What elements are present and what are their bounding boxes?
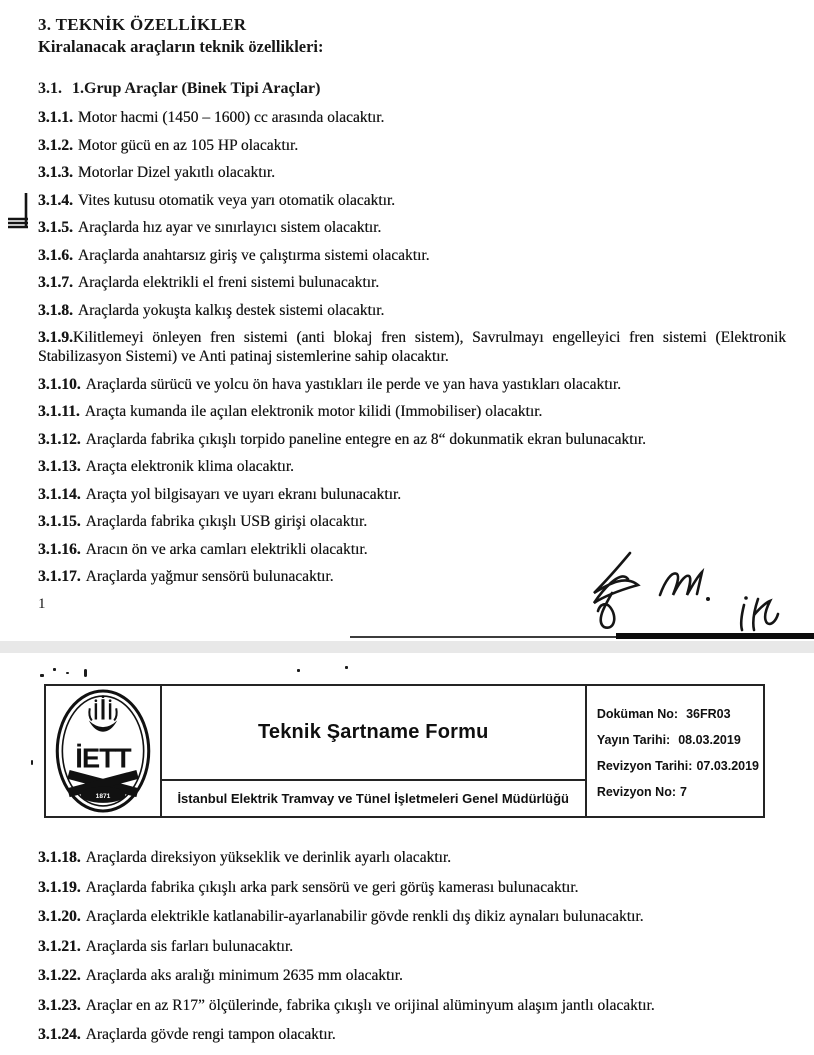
spec-item-number: 3.1.12. <box>38 430 81 448</box>
spec-item-text: Araçlarda anahtarsız giriş ve çalıştırma sistemi olacaktır. <box>77 246 430 264</box>
spec-item <box>38 512 786 531</box>
scan-speck <box>297 669 300 672</box>
revision-no-value: 7 <box>680 785 687 799</box>
form-organization: İstanbul Elektrik Tramvay ve Tünel İşletmeleri Genel Müdürlüğü <box>162 779 585 816</box>
spec-item-number: 3.1.18. <box>38 849 81 866</box>
spec-item-number: 3.1.15. <box>38 513 81 530</box>
spec-item-number: 3.1.6. <box>38 246 73 264</box>
signatures <box>568 545 806 639</box>
spec-item <box>38 163 786 182</box>
spec-item-number: 3.1.20. <box>38 908 81 925</box>
spec-item <box>38 1025 786 1044</box>
spec-item-text: Araçlarda aks aralığı minimum 2635 mm olacaktır. <box>85 967 403 984</box>
logo-cell <box>46 686 162 816</box>
spec-item <box>38 328 786 366</box>
spec-item-text: Vites kutusu otomatik veya yarı otomatik olacaktır. <box>77 191 396 209</box>
spec-item-text: Aracın ön ve arka camları elektrikli olacaktır. <box>85 540 368 558</box>
page-break-line-dark <box>616 633 814 639</box>
spec-item <box>38 191 786 210</box>
revision-date-value: 07.03.2019 <box>696 759 759 773</box>
spec-item-text: Araçlarda elektrikli el freni sistemi bulunacaktır. <box>77 274 380 291</box>
revision-date-field <box>597 753 759 779</box>
logo-acronym: İETT <box>75 742 131 774</box>
page2-body <box>38 848 786 1055</box>
spec-item <box>38 430 786 449</box>
spec-item-number: 3.1.19. <box>38 878 81 896</box>
spec-item-number: 3.1.11. <box>38 403 80 420</box>
spec-item-number: 3.1.4. <box>38 191 73 209</box>
spec-item <box>38 375 786 394</box>
logo-year: 1871 <box>95 792 111 800</box>
page-break-line <box>350 636 620 638</box>
spec-item-text: Araçlarda gövde rengi tampon olacaktır. <box>85 1026 336 1043</box>
scan-speck <box>84 669 87 677</box>
spec-item <box>38 457 786 476</box>
page1-body <box>38 6 786 613</box>
group-heading <box>38 79 786 99</box>
spec-item-text: Araçlarda direksiyon yükseklik ve derinlik ayarlı olacaktır. <box>85 849 452 866</box>
form-header-info <box>585 686 763 816</box>
issue-date-field <box>597 727 759 753</box>
spec-item-text: Araçlarda sürücü ve yolcu ön hava yastıkları ile perde ve yan hava yastıkları olacaktır. <box>85 375 622 393</box>
spec-item-text: Araçta kumanda ile açılan elektronik motor kilidi (Immobiliser) olacaktır. <box>84 403 543 420</box>
group-number: 3.1. <box>38 80 62 97</box>
spec-item <box>38 966 786 985</box>
spec-item-number: 3.1.1. <box>38 109 73 126</box>
spec-item-number: 3.1.8. <box>38 301 73 319</box>
page-number: 1 <box>38 595 46 612</box>
spec-item-number: 3.1.13. <box>38 458 81 475</box>
spec-item-text: Araçlarda sis farları bulunacaktır. <box>85 937 294 955</box>
spec-item-number: 3.1.3. <box>38 164 73 181</box>
doc-no-value: 36FR03 <box>686 707 731 721</box>
spec-item <box>38 485 786 504</box>
issue-date-value: 08.03.2019 <box>678 733 741 747</box>
spec-item <box>38 273 786 292</box>
section-subheading: Kiralanacak araçların teknik özellikleri: <box>38 37 324 56</box>
form-header-table <box>44 684 765 818</box>
revision-no-label: Revizyon No: <box>596 785 676 799</box>
spec-item-text: Araçlarda elektrikle katlanabilir-ayarlanabilir gövde renkli dış dikiz aynaları bulunacaktır. <box>85 908 644 925</box>
spec-item-text: Araçlarda fabrika çıkışlı torpido paneline entegre en az 8“ dokunmatik ekran bulunacaktır. <box>85 430 646 448</box>
scan-speck <box>53 668 56 671</box>
spec-item-text: Araçlarda yokuşta kalkış destek sistemi olacaktır. <box>77 301 385 319</box>
spec-item <box>38 402 786 421</box>
spec-item <box>38 108 786 127</box>
spec-item-number: 3.1.23. <box>38 996 81 1014</box>
revision-no-field <box>597 779 759 805</box>
spec-item-number: 3.1.21. <box>38 937 81 955</box>
spec-item-number: 3.1.22. <box>38 967 81 984</box>
spec-item-number: 3.1.2. <box>38 136 73 154</box>
spec-item-text: Araçta elektronik klima olacaktır. <box>85 458 294 475</box>
spec-item-number: 3.1.7. <box>38 274 73 291</box>
spec-item-number: 3.1.10. <box>38 375 81 393</box>
spec-item-text: Araçlarda fabrika çıkışlı USB girişi olacaktır. <box>85 513 368 530</box>
scan-speck <box>31 760 33 765</box>
scan-speck <box>345 666 348 669</box>
spec-item-number: 3.1.24. <box>38 1026 81 1043</box>
spec-item-text: Araçlarda fabrika çıkışlı arka park sensörü ve geri görüş kamerası bulunacaktır. <box>85 878 579 896</box>
spec-item-number: 3.1.17. <box>38 568 81 585</box>
form-title: Teknik Şartname Formu <box>257 721 489 743</box>
scan-artifact <box>0 190 34 234</box>
doc-no-field <box>597 701 759 727</box>
revision-date-label: Revizyon Tarihi: <box>596 759 693 773</box>
spec-item-number: 3.1.5. <box>38 219 73 236</box>
spec-item-text: Araçlar en az R17” ölçülerinde, fabrika çıkışlı ve orijinal alüminyum alaşım jantlı olacaktır. <box>85 996 655 1014</box>
scan-speck <box>66 672 69 674</box>
group-title: 1.Grup Araçlar (Binek Tipi Araçlar) <box>72 80 321 97</box>
spec-item-text: Motorlar Dizel yakıtlı olacaktır. <box>77 164 276 181</box>
spec-item <box>38 996 786 1015</box>
spec-item-number: 3.1.9. <box>38 329 73 346</box>
spec-item-text: Araçlarda hız ayar ve sınırlayıcı sistem olacaktır. <box>77 219 382 236</box>
section-heading: 3. TEKNİK ÖZELLİKLER <box>38 15 247 34</box>
spec-item <box>38 218 786 237</box>
spec-item-number: 3.1.14. <box>38 485 81 503</box>
spec-item-text: Araçlarda yağmur sensörü bulunacaktır. <box>85 568 334 585</box>
spec-item-text: Kilitlemeyi önleyen fren sistemi (anti blokaj fren sistem), Savrulmayı engelleyici fren sistemi (Elektronik Stabilizasyon Sistemi) ve Anti patinaj sistemlerine sahip olacaktır. <box>38 329 786 365</box>
form-header-middle <box>162 686 585 816</box>
spec-item <box>38 246 786 265</box>
doc-no-label: Doküman No: <box>596 707 679 721</box>
page-break-band <box>0 641 814 653</box>
scan-speck <box>40 674 44 677</box>
iett-logo <box>55 689 151 813</box>
spec-item <box>38 301 786 320</box>
spec-item <box>38 136 786 155</box>
spec-item <box>38 878 786 897</box>
spec-item-text: Motor hacmi (1450 – 1600) cc arasında olacaktır. <box>77 109 385 126</box>
spec-item-text: Motor gücü en az 105 HP olacaktır. <box>77 136 299 154</box>
spec-item <box>38 937 786 956</box>
spec-item <box>38 848 786 867</box>
spec-item-text: Araçta yol bilgisayarı ve uyarı ekranı bulunacaktır. <box>85 485 402 503</box>
issue-date-label: Yayın Tarihi: <box>596 733 671 747</box>
spec-item-number: 3.1.16. <box>38 540 81 558</box>
spec-item <box>38 907 786 926</box>
